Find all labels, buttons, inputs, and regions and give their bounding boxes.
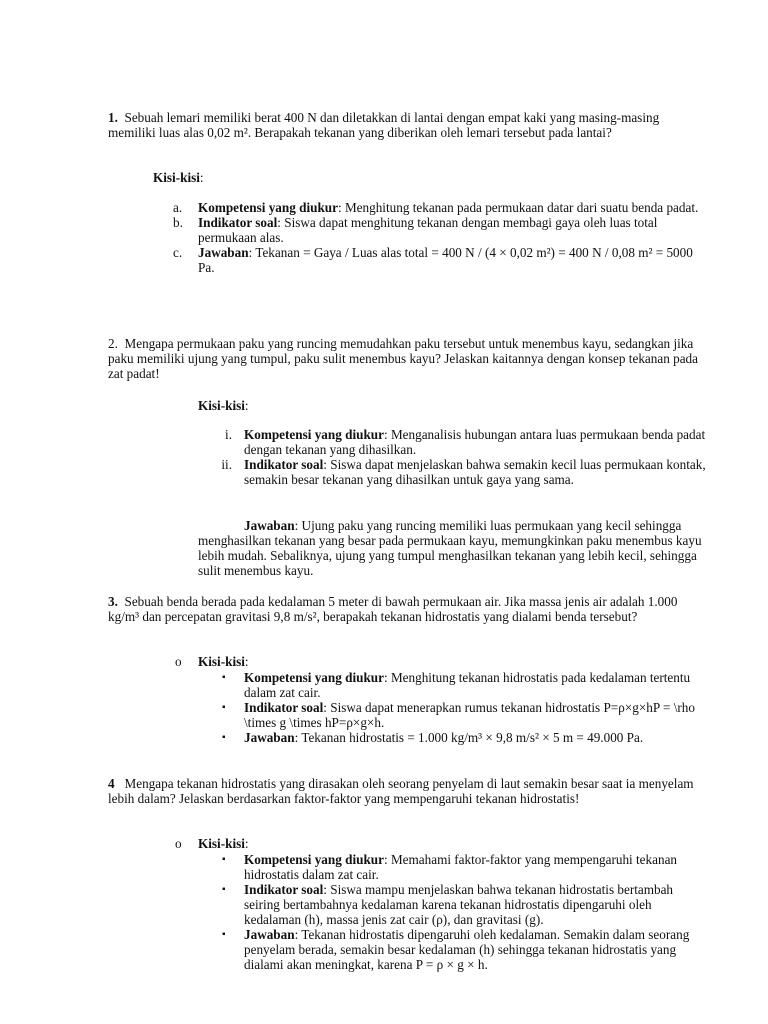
jawaban-paragraph: Jawaban: Ujung paku yang runcing memiliki luas permukaan yang kecil sehingga menghasilkan tekanan yang besar pada permukaan kayu, memungkinkan paku menembus kayu lebih mudah. Sebaliknya, ujung yang tumpul menghasilkan tekanan yang lebih kecil, sehingga sulit menembus kayu. <box>198 518 702 578</box>
question-number: 3. <box>108 594 118 609</box>
question-number: 2. <box>108 336 118 351</box>
square-bullet: ▪ <box>222 702 226 713</box>
kisi-kisi-heading: o Kisi-kisi: <box>175 654 249 669</box>
list-item: ▪ Kompetensi yang diukur: Memahami faktor-faktor yang mempengaruhi tekanan hidrostatis dalam zat cair. <box>222 852 678 882</box>
question-3 <box>108 594 708 624</box>
list-item: i. Kompetensi yang diukur: Menganalisis hubungan antara luas permukaan benda padat dengan tekanan yang dihasilkan. <box>225 427 706 457</box>
question-number: 4 <box>108 776 115 791</box>
list-marker: c. <box>173 245 183 260</box>
item-text: Siswa dapat menerapkan rumus tekanan hidrostatis P=ρ×g×hP = \rho \times g \times hP=ρ×g×h. <box>244 700 695 730</box>
square-bullet: ▪ <box>222 732 226 743</box>
item-label: Jawaban <box>244 927 295 942</box>
question-4 <box>108 776 708 806</box>
item-label: Indikator soal <box>244 457 324 472</box>
question-text: Sebuah lemari memiliki berat 400 N dan diletakkan di lantai dengan empat kaki yang masing-masing memiliki luas alas 0,02 m². Berapakah tekanan yang diberikan oleh lemari tersebut pada lantai? <box>108 110 660 140</box>
square-bullet: ▪ <box>222 929 226 940</box>
kisi-kisi-list <box>222 670 708 745</box>
kisi-kisi-heading: Kisi-kisi: <box>198 398 249 413</box>
item-label: Indikator soal <box>244 700 324 715</box>
item-label: Kompetensi yang diukur <box>244 670 384 685</box>
item-label: Kompetensi yang diukur <box>198 200 338 215</box>
list-item: b. Indikator soal: Siswa dapat menghitung tekanan dengan membagi gaya oleh luas total permukaan alas. <box>173 215 658 245</box>
list-item: c. Jawaban: Tekanan = Gaya / Luas alas total = 400 N / (4 × 0,02 m²) = 400 N / 0,08 m² = 5000 Pa. <box>173 245 693 275</box>
list-item: ii. Indikator soal: Siswa dapat menjelaskan bahwa semakin kecil luas permukaan kontak, semakin besar tekanan yang dihasilkan untuk gaya yang sama. <box>221 457 706 487</box>
item-text: Tekanan hidrostatis = 1.000 kg/m³ × 9,8 m/s² × 5 m = 49.000 Pa. <box>301 730 644 745</box>
list-item: ▪ Indikator soal: Siswa mampu menjelaskan bahwa tekanan hidrostatis bertambah seiring bertambahnya kedalaman karena tekanan hidrostatis dipengaruhi oleh kedalaman (h), massa jenis zat cair (ρ), dan gravitasi (g). <box>222 882 674 927</box>
jawaban-label: Jawaban <box>244 518 295 533</box>
item-text: Siswa dapat menghitung tekanan dengan membagi gaya oleh luas total permukaan alas. <box>198 215 658 245</box>
list-marker: b. <box>173 215 183 230</box>
list-item: a. Kompetensi yang diukur: Menghitung tekanan pada permukaan datar dari suatu benda padat. <box>173 200 699 215</box>
jawaban-text: Ujung paku yang runcing memiliki luas permukaan yang kecil sehingga menghasilkan tekanan yang besar pada permukaan kayu, memungkinkan paku menembus kayu lebih mudah. Sebaliknya, ujung yang tumpul menghasilkan tekanan yang lebih kecil, sehingga sulit menembus kayu. <box>198 518 702 578</box>
kisi-kisi-list <box>173 200 708 275</box>
square-bullet: ▪ <box>222 854 226 865</box>
item-label: Kompetensi yang diukur <box>244 427 384 442</box>
item-text: Menganalisis hubungan antara luas permukaan benda padat dengan tekanan yang dihasilkan. <box>244 427 706 457</box>
question-text: Sebuah benda berada pada kedalaman 5 meter di bawah permukaan air. Jika massa jenis air adalah 1.000 kg/m³ dan percepatan gravitasi 9,8 m/s², berapakah tekanan hidrostatis yang dialami benda tersebut? <box>108 594 678 624</box>
list-item: ▪ Kompetensi yang diukur: Menghitung tekanan hidrostatis pada kedalaman tertentu dalam zat cair. <box>222 670 691 700</box>
item-text: Menghitung tekanan hidrostatis pada kedalaman tertentu dalam zat cair. <box>244 670 691 700</box>
item-text: Siswa mampu menjelaskan bahwa tekanan hidrostatis bertambah seiring bertambahnya kedalaman karena tekanan hidrostatis dipengaruhi oleh kedalaman (h), massa jenis zat cair (ρ), dan gravitasi (g). <box>244 882 674 927</box>
question-text: Mengapa permukaan paku yang runcing memudahkan paku tersebut untuk menembus kayu, sedangkan jika paku memiliki ujung yang tumpul, paku sulit menembus kayu? Jelaskan kaitannya dengan konsep tekanan pada zat padat! <box>108 336 698 381</box>
question-1 <box>108 110 708 140</box>
list-item: ▪ Jawaban: Tekanan hidrostatis = 1.000 kg/m³ × 9,8 m/s² × 5 m = 49.000 Pa. <box>222 730 644 745</box>
list-item: ▪ Jawaban: Tekanan hidrostatis dipengaruhi oleh kedalaman. Semakin dalam seorang penyelam berada, semakin besar kedalaman (h) sehingga tekanan hidrostatis yang dialami akan meningkat, karena P = ρ × g × h. <box>222 927 690 972</box>
item-text: Memahami faktor-faktor yang mempengaruhi tekanan hidrostatis dalam zat cair. <box>244 852 678 882</box>
item-text: Menghitung tekanan pada permukaan datar dari suatu benda padat. <box>344 200 699 215</box>
kisi-kisi-heading: Kisi-kisi: <box>153 170 204 185</box>
kisi-kisi-list <box>222 852 708 972</box>
question-text: Mengapa tekanan hidrostatis yang dirasakan oleh seorang penyelam di laut semakin besar saat ia menyelam lebih dalam? Jelaskan berdasarkan faktor-faktor yang mempengaruhi tekanan hidrostatis! <box>108 776 694 806</box>
square-bullet: ▪ <box>222 672 226 683</box>
circle-bullet: o <box>175 654 182 669</box>
item-label: Indikator soal <box>244 882 324 897</box>
list-marker: ii. <box>221 457 232 472</box>
kisi-kisi-list <box>221 427 708 487</box>
item-text: Tekanan hidrostatis dipengaruhi oleh kedalaman. Semakin dalam seorang penyelam berada, semakin besar kedalaman (h) sehingga tekanan hidrostatis yang dialami akan meningkat, karena P = ρ × g × h. <box>244 927 690 972</box>
list-item: ▪ Indikator soal: Siswa dapat menerapkan rumus tekanan hidrostatis P=ρ×g×hP = \rho \times g \times hP=ρ×g×h. <box>222 700 695 730</box>
item-label: Indikator soal <box>198 215 278 230</box>
list-marker: a. <box>173 200 183 215</box>
list-marker: i. <box>225 427 232 442</box>
item-text: Siswa dapat menjelaskan bahwa semakin kecil luas permukaan kontak, semakin besar tekanan yang dihasilkan untuk gaya yang sama. <box>244 457 706 487</box>
kisi-kisi-heading: o Kisi-kisi: <box>175 836 249 851</box>
item-label: Kompetensi yang diukur <box>244 852 384 867</box>
question-2 <box>108 336 708 381</box>
question-number: 1. <box>108 110 118 125</box>
item-label: Jawaban <box>198 245 249 260</box>
item-label: Jawaban <box>244 730 295 745</box>
item-text: Tekanan = Gaya / Luas alas total = 400 N / (4 × 0,02 m²) = 400 N / 0,08 m² = 5000 Pa. <box>198 245 693 275</box>
square-bullet: ▪ <box>222 884 226 895</box>
circle-bullet: o <box>175 836 182 851</box>
